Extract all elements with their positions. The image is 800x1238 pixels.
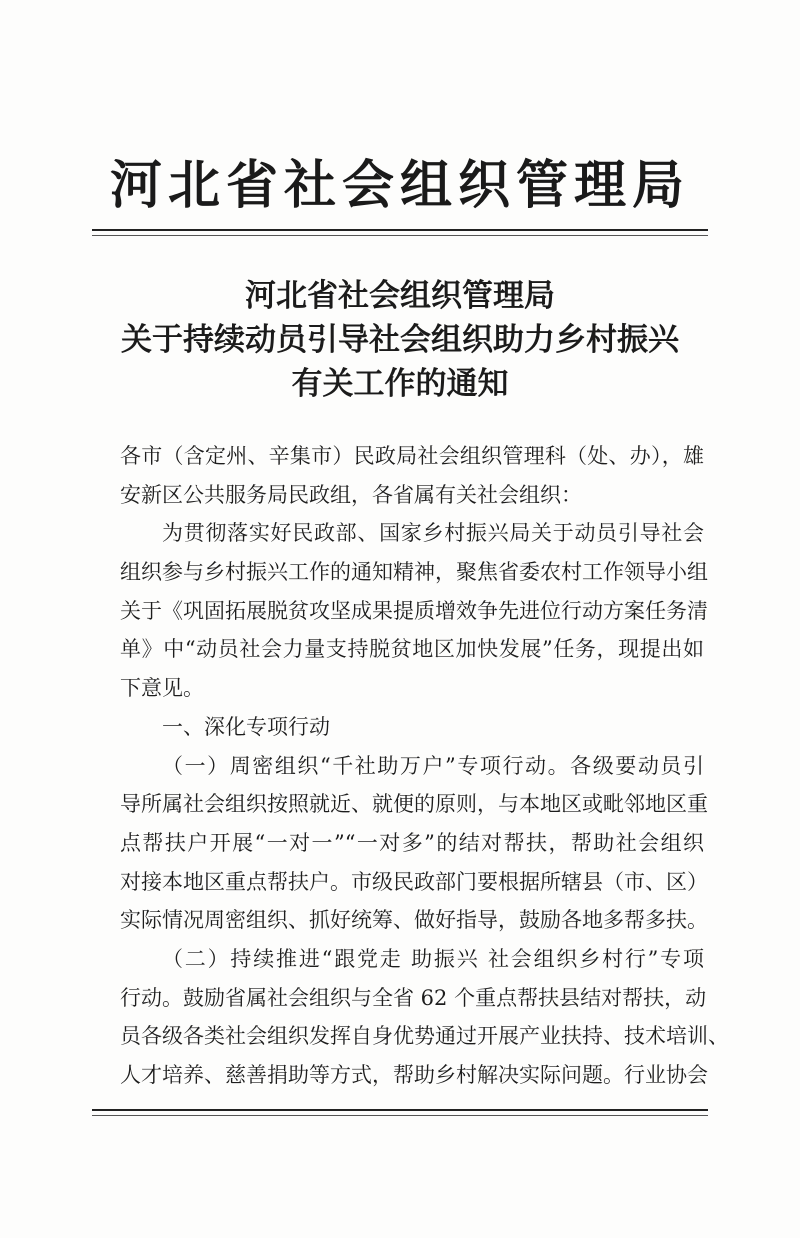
body-line: （二）持续推进“跟党走 助振兴 社会组织乡村行”专项 <box>162 946 704 971</box>
body-line: 关于《巩固拓展脱贫攻坚成果提质增效争先进位行动方案任务清 <box>120 598 708 623</box>
body-line: （一）周密组织“千社助万户”专项行动。各级要动员引 <box>162 753 704 778</box>
notice-title-line-3: 有关工作的通知 <box>291 366 509 402</box>
body-line: 点帮扶户开展“一对一”“一对多”的结对帮扶，帮助社会组织 <box>120 830 704 855</box>
body-line: 员各级各类社会组织发挥自身优势通过开展产业扶持、技术培训、 <box>120 1024 729 1049</box>
masthead-divider-thin <box>92 235 708 236</box>
section-heading: 一、深化专项行动 <box>162 714 330 739</box>
footer-divider-thin <box>92 1115 708 1116</box>
body-line: 各市（含定州、辛集市）民政局社会组织管理科（处、办），雄 <box>120 444 704 468</box>
notice-body <box>120 437 729 1095</box>
body-line: 导所属社会组织按照就近、就便的原则，与本地区或毗邻地区重 <box>120 792 708 817</box>
body-line: 人才培养、慈善捐助等方式，帮助乡村解决实际问题。行业协会 <box>120 1063 708 1087</box>
masthead-title: 河北省社会组织管理局 <box>109 155 690 216</box>
body-line: 单》中“动员社会力量支持脱贫地区加快发展”任务，现提出如 <box>120 637 704 662</box>
body-line: 为贯彻落实好民政部、国家乡村振兴局关于动员引导社会 <box>162 521 704 546</box>
body-line: 组织参与乡村振兴工作的通知精神，聚焦省委农村工作领导小组 <box>120 560 708 585</box>
notice-title <box>60 274 740 406</box>
body-line: 下意见。 <box>120 676 204 701</box>
body-line: 对接本地区重点帮扶户。市级民政部门要根据所辖县（市、区） <box>120 869 708 894</box>
body-line: 实际情况周密组织、抓好统筹、做好指导，鼓励各地多帮多扶。 <box>120 908 708 933</box>
masthead-divider <box>92 229 708 231</box>
body-line: 行动。鼓励省属社会组织与全省 62 个重点帮扶县结对帮扶，动 <box>120 985 707 1010</box>
notice-title-line-2: 关于持续动员引导社会组织助力乡村振兴 <box>121 322 679 358</box>
notice-title-line-1: 河北省社会组织管理局 <box>245 278 555 314</box>
footer-divider <box>92 1109 708 1111</box>
body-line: 安新区公共服务局民政组，各省属有关社会组织： <box>120 482 582 507</box>
